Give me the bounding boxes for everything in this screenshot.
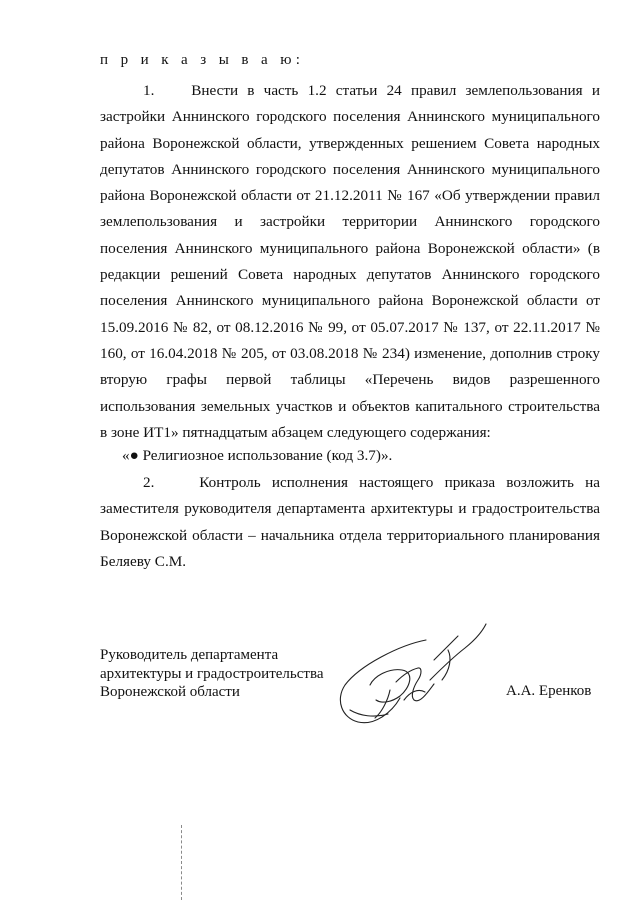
- order-heading: п р и к а з ы в а ю:: [100, 52, 305, 68]
- handwritten-signature-icon: [330, 600, 490, 740]
- paragraph-item-1: 1. Внести в часть 1.2 статьи 24 правил землепользования и застройки Аннинского городского поселения Аннинского муниципального района Воронежской области, утвержденных решением Совета народных депутатов Аннинского городского поселения Аннинского муниципального района Воронежской области от 21.12.2011 № 167 «Об утверждении правил землепользования и застройки территории Аннинского городского поселения Аннинского муниципального района Воронежской области» (в редакции решений Совета народных депутатов Аннинского городского поселения Аннинского муниципального района Воронежской области от 15.09.2016 № 82, от 08.12.2016 № 99, от 05.07.2017 № 137, от 22.11.2017 № 160, от 16.04.2018 № 205, от 03.08.2018 № 234) изменение, дополнив строку вторую графы первой таблицы «Перечень видов разрешенного использования земельных участков и объектов капитального строительства в зоне ИТ1» пятнадцатым абзацем следующего содержания:: [100, 82, 600, 441]
- bullet-line: «● Религиозное использование (код 3.7)».: [122, 447, 393, 464]
- signature-title-line-1: Руководитель департамента: [100, 647, 279, 663]
- signature-title-line-3: Воронежской области: [100, 684, 240, 700]
- margin-fold-line: [181, 825, 183, 900]
- paragraph-item-2: 2. Контроль исполнения настоящего приказа возложить на заместителя руководителя департамента архитектуры и градостроительства Воронежской области – начальника отдела территориального планирования Беляеву С.М.: [100, 474, 600, 570]
- signer-name: А.А. Еренков: [506, 683, 592, 699]
- signature-title-block: [100, 646, 323, 702]
- signature-title-line-2: архитектуры и градостроительства: [100, 665, 324, 682]
